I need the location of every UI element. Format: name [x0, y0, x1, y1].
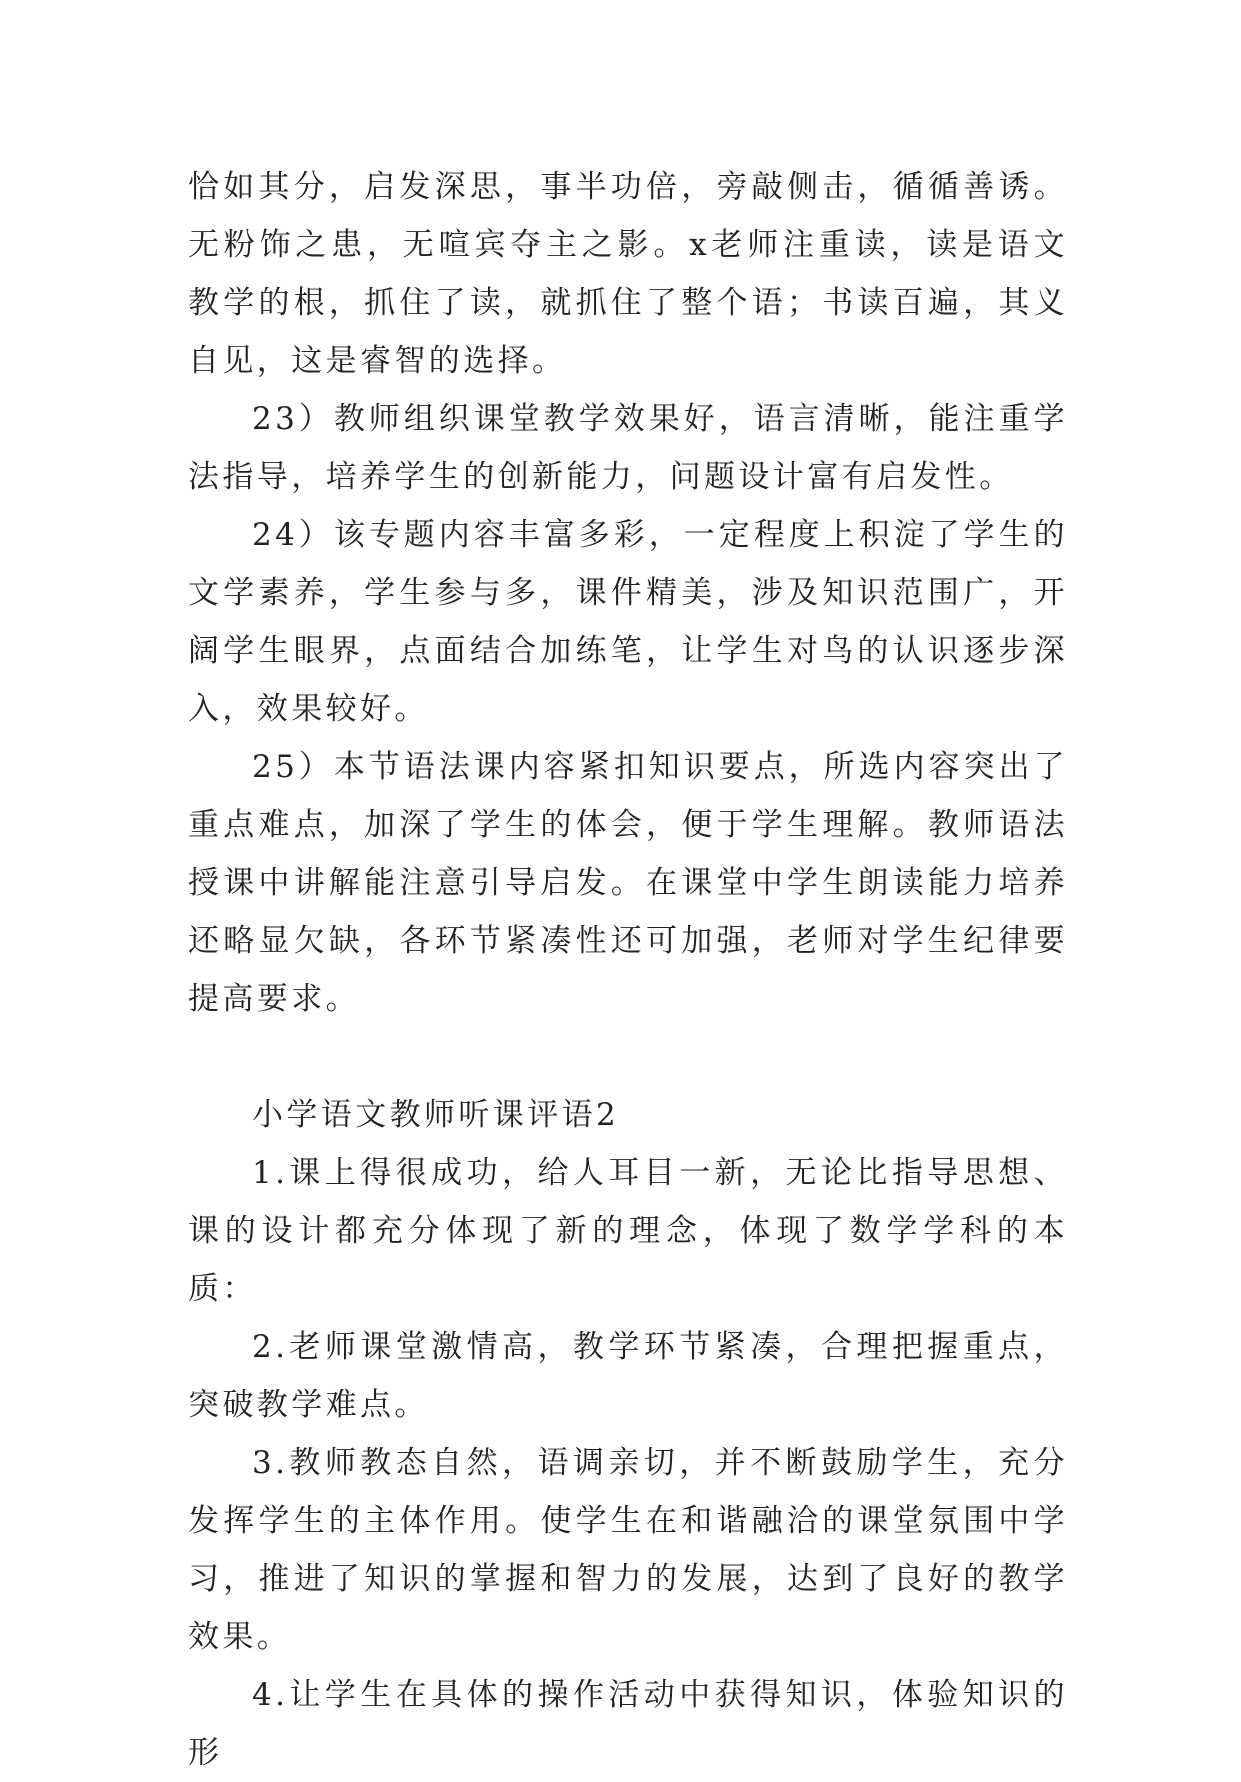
paragraph-item-1: 1.课上得很成功，给人耳目一新，无论比指导思想、课的设计都充分体现了新的理念，体现了数学学科的本质： [188, 1155, 1068, 1307]
section-title: 小学语文教师听课评语2 [252, 1097, 620, 1133]
paragraph-item-3: 3.教师教态自然，语调亲切，并不断鼓励学生，充分发挥学生的主体作用。使学生在和谐融洽的课堂氛围中学习，推进了知识的掌握和智力的发展，达到了良好的教学效果。 [188, 1445, 1068, 1655]
paragraph-comment-23: 23）教师组织课堂教学效果好，语言清晰，能注重学法指导，培养学生的创新能力，问题设计富有启发性。 [188, 401, 1068, 495]
paragraph-item-4: 4.让学生在具体的操作活动中获得知识，体验知识的形 [188, 1677, 1068, 1771]
paragraph-comment-24: 24）该专题内容丰富多彩，一定程度上积淀了学生的文学素养，学生参与多，课件精美，涉及知识范围广，开阔学生眼界，点面结合加练笔，让学生对鸟的认识逐步深入，效果较好。 [188, 517, 1068, 727]
document-body [188, 158, 1068, 1782]
paragraph-item-2: 2.老师课堂激情高，教学环节紧凑，合理把握重点，突破教学难点。 [188, 1329, 1068, 1423]
paragraph-continued: 恰如其分，启发深思，事半功倍，旁敲侧击，循循善诱。无粉饰之患，无喧宾夺主之影。x老师注重读，读是语文教学的根，抓住了读，就抓住了整个语；书读百遍，其义自见，这是睿智的选择。 [188, 169, 1068, 379]
paragraph-comment-25: 25）本节语法课内容紧扣知识要点，所选内容突出了重点难点，加深了学生的体会，便于学生理解。教师语法授课中讲解能注意引导启发。在课堂中学生朗读能力培养还略显欠缺，各环节紧凑性还可加强，老师对学生纪律要提高要求。 [188, 749, 1068, 1017]
